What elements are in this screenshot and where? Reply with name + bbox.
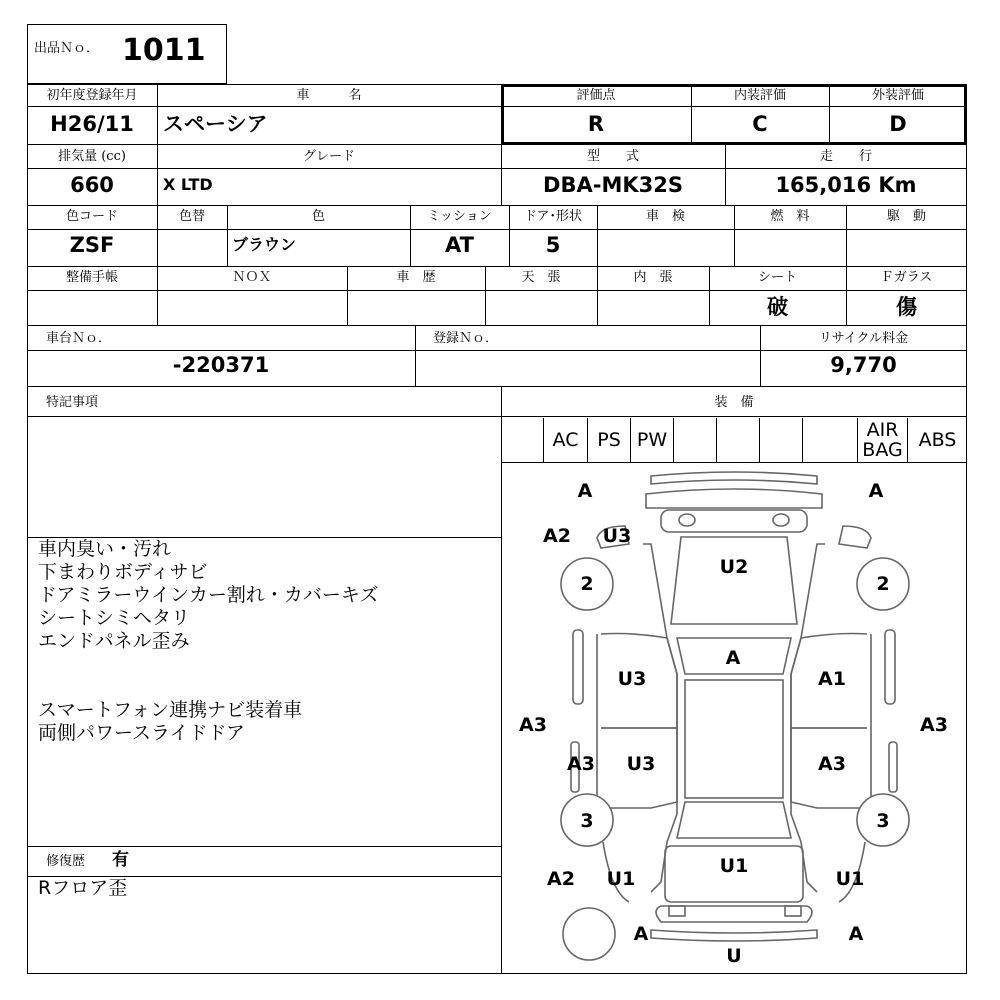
remark-line: 車内臭い・汚れ: [38, 538, 172, 560]
equipment-cell: ABS: [918, 429, 957, 451]
mark-pillar-left: U3: [617, 668, 647, 690]
mark-quarter-left: A2: [547, 868, 575, 890]
remark-line: スマートフォン連携ナビ装着車: [38, 699, 303, 721]
first-registration-label: 初年度登録年月: [46, 88, 138, 103]
mark-fender-left-2: U3: [602, 525, 632, 547]
color-change-label: 色替: [178, 209, 205, 224]
lot-number-value: 1011: [122, 33, 206, 68]
nox-label: ＮＯＸ: [232, 270, 272, 285]
repair-history-value: 有: [112, 850, 129, 870]
inspection-label: 車 検: [645, 209, 685, 224]
remark-line: 下まわりボディサビ: [38, 561, 208, 583]
interior-grade-value: C: [752, 112, 768, 136]
remark-line: ドアミラーウインカー割れ・カバーキズ: [38, 584, 379, 606]
recycle-fee-label: リサイクル料金: [818, 331, 909, 346]
mark-side-left: A3: [519, 714, 547, 736]
fuel-label: 燃 料: [770, 209, 810, 224]
interior-trim-label: 内 張: [633, 270, 673, 285]
mileage-label: 走 行: [819, 149, 872, 164]
registration-number-label: 登録Ｎｏ．: [433, 331, 499, 346]
displacement-value: 660: [70, 173, 114, 197]
exterior-grade-label: 外装評価: [871, 88, 924, 103]
maintenance-book-label: 整備手帳: [65, 270, 118, 285]
mark-wheel-rear-left: 3: [580, 810, 594, 832]
mark-rear-door-left-2: U3: [626, 753, 656, 775]
equipment-cell: [501, 418, 544, 462]
mark-rear-right: A: [848, 923, 864, 945]
car-name-value: スペーシア: [163, 112, 268, 136]
equipment-label: 装 備: [714, 395, 754, 410]
seat-label: シート: [757, 270, 797, 285]
score-value: R: [587, 112, 605, 136]
remark-line: 両側パワースライドドア: [38, 722, 245, 744]
mileage-value: 165,016 Km: [775, 173, 917, 197]
score-label: 評価点: [576, 88, 616, 103]
chassis-number-value: -220371: [172, 353, 270, 377]
headliner-label: 天 張: [521, 270, 561, 285]
mission-label: ミッション: [427, 209, 492, 224]
equipment-cell: [674, 418, 717, 462]
mark-rear-door-right: A3: [818, 753, 846, 775]
mark-quarter-left-2: U1: [606, 868, 636, 890]
front-glass-value: 傷: [896, 295, 917, 319]
equipment-cell: AC: [544, 418, 588, 462]
repair-history-label: 修復歴: [46, 854, 86, 869]
mark-rear-left: A: [633, 923, 649, 945]
remarks-label: 特記事項: [46, 395, 99, 410]
lot-number-label: 出品Ｎｏ．: [34, 41, 100, 56]
mark-side-right: A3: [920, 714, 948, 736]
equipment-cell: AIR BAG: [858, 418, 908, 462]
equipment-cell: [717, 418, 760, 462]
mark-wheel-front-right: 2: [876, 573, 890, 595]
color-code-label: 色コード: [65, 209, 118, 224]
mark-fender-left: A2: [543, 525, 571, 547]
model-label: 型 式: [586, 149, 639, 164]
drive-label: 駆 動: [886, 209, 926, 224]
mark-roof-front: A: [725, 647, 741, 669]
door-shape-label: ドア･形状: [523, 209, 583, 224]
repair-history-detail: Rフロア歪: [38, 877, 128, 899]
chassis-number-label: 車台Ｎｏ．: [46, 331, 112, 346]
mark-hood: U2: [719, 556, 749, 578]
equipment-cell: PS: [588, 418, 631, 462]
car-name-label: 車 名: [296, 88, 362, 103]
mission-value: AT: [445, 233, 474, 257]
color-code-value: ZSF: [69, 233, 115, 257]
equipment-cell: PW: [631, 418, 674, 462]
first-registration-value: H26/11: [50, 112, 134, 136]
mark-front-left: A: [577, 480, 593, 502]
vehicle-history-label: 車 歴: [396, 270, 436, 285]
exterior-grade-value: D: [889, 112, 907, 136]
model-value: DBA-MK32S: [543, 173, 683, 197]
remark-line: エンドパネル歪み: [38, 630, 190, 652]
displacement-label: 排気量 (cc): [58, 149, 126, 164]
door-shape-value: 5: [545, 233, 561, 257]
mark-rear-bumper: U: [726, 945, 742, 967]
recycle-fee-value: 9,770: [830, 353, 897, 377]
color-label: 色: [311, 209, 325, 224]
grade-label: グレード: [302, 149, 355, 164]
mark-rear-door-left: A3: [567, 753, 595, 775]
grade-value: X LTD: [163, 175, 213, 194]
seat-value: 破: [767, 295, 788, 319]
front-glass-label: Ｆガラス: [880, 270, 933, 285]
mark-pillar-right: A1: [818, 668, 846, 690]
mark-wheel-front-left: 2: [580, 573, 594, 595]
mark-front-right: A: [868, 480, 884, 502]
mark-wheel-rear-right: 3: [876, 810, 890, 832]
equipment-cell: [803, 418, 858, 462]
mark-quarter-right: U1: [835, 868, 865, 890]
equipment-cell: [760, 418, 803, 462]
spare-tire: [563, 908, 615, 960]
mark-tailgate: U1: [719, 855, 749, 877]
remark-line: シートシミヘタリ: [38, 607, 191, 629]
interior-grade-label: 内装評価: [733, 88, 786, 103]
color-value: ブラウン: [232, 235, 297, 254]
